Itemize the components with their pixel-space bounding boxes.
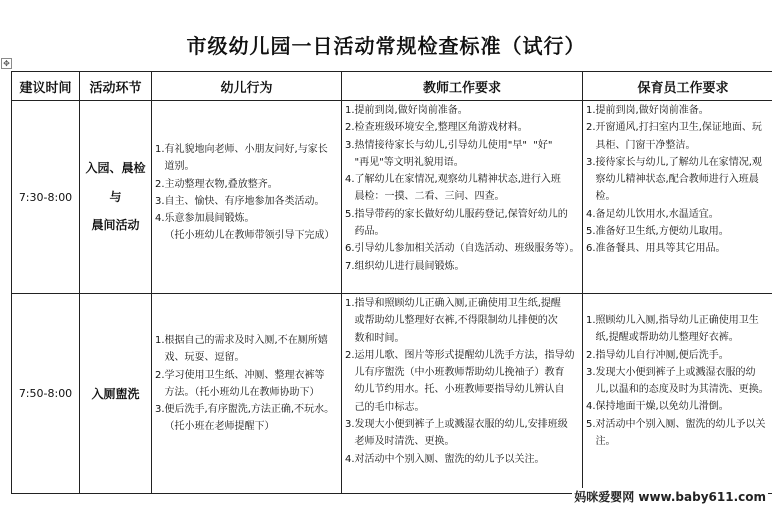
table-move-handle-icon[interactable]: ✥	[1, 58, 12, 69]
activity-link-line: 晨间活动	[91, 218, 140, 232]
header-child-behavior: 幼儿行为	[152, 72, 342, 101]
teacher-requirements-cell	[342, 294, 583, 494]
time-cell: 7:30-8:00	[12, 101, 80, 294]
activity-link-cell	[80, 101, 152, 294]
staff-requirements-cell	[583, 101, 772, 294]
teacher-requirements-cell	[342, 101, 583, 294]
document-title: 市级幼儿园一日活动常规检查标准（试行）	[186, 34, 586, 58]
child-behavior-cell	[152, 294, 342, 494]
staff-requirements-text: 1.提前到岗,做好岗前准备。 2.开窗通风,打扫室内卫生,保证地面、玩 具柜、门窗干净整洁。 3.接待家长与幼儿,了解幼儿在家情况,观 察幼儿精神状态,配合教师进行入班晨 检。 4.备足幼儿饮用水,水温适宜。 5.准备好卫生纸,方便幼儿取用。 6.准备餐具、用具等其它用品。	[586, 105, 762, 255]
header-activity-link: 活动环节	[80, 72, 152, 101]
header-suggested-time: 建议时间	[12, 72, 80, 101]
table-row	[12, 101, 772, 294]
activity-link-cell	[80, 294, 152, 494]
child-behavior-text: 1.根据自己的需求及时入厕,不在厕所嬉 戏、玩耍、逗留。 2.学习使用卫生纸、冲厕、整理衣裤等 方法。（托小班幼儿在教师协助下） 3.便后洗手,有序盥洗,方法正确,不玩水。 （托小班在老师提醒下）	[155, 335, 335, 433]
child-behavior-text: 1.有礼貌地向老师、小朋友问好,与家长 道别。 2.主动整理衣物,叠放整齐。 3.自主、愉快、有序地参加各类活动。 4.乐意参加晨间锻炼。 （托小班幼儿在教师带领引导下完成）	[155, 144, 335, 242]
child-behavior-cell	[152, 101, 342, 294]
table-header-row	[12, 72, 772, 101]
table-row	[12, 294, 772, 494]
header-teacher-requirements: 教师工作要求	[342, 72, 583, 101]
staff-requirements-text: 1.照顾幼儿入厕,指导幼儿正确使用卫生 纸,提醒或帮助幼儿整理好衣裤。 2.指导幼儿自行冲厕,便后洗手。 3.发现大小便到裤子上或溅湿衣服的幼 儿,以温和的态度及时为其清洗、更换。 4.保持地面干燥,以免幼儿滑倒。 5.对活动中个别入厕、盥洗的幼儿予以关 注。	[586, 315, 769, 448]
teacher-requirements-text: 1.指导和照顾幼儿正确入厕,正确使用卫生纸,提醒 或帮助幼儿整理好衣裤,不得限制幼儿排便的次 数和时间。 2.运用儿歌、图片等形式提醒幼儿洗手方法，指导幼 儿有序盥洗（中小班教师帮助幼儿挽袖子）教育 幼儿节约用水。托、小班教师要指导幼儿辨认自 己的毛巾标志。 3.发现大小便到裤子上或溅湿衣服的幼儿,安排班级 老师及时清洗、更换。 4.对活动中个别入厕、盥洗的幼儿予以关注。	[345, 298, 575, 465]
staff-requirements-cell	[583, 294, 772, 494]
time-cell: 7:50-8:00	[12, 294, 80, 494]
activity-link-line: 与	[109, 190, 122, 204]
teacher-requirements-text: 1.提前到岗,做好岗前准备。 2.检查班级环境安全,整理区角游戏材料。 3.热情接待家长与幼儿,引导幼儿使用"早" "好" "再见"等文明礼貌用语。 4.了解幼儿在家情况,观察幼儿精神状态,进行入班 晨检：一摸、二看、三问、四查。 5.指导带药的家长做好幼儿服药登记,保管好幼儿的 药品。 6.引导幼儿参加相关活动（自选活动、班级服务等）。 7.组织幼儿进行晨间锻炼。	[345, 105, 580, 272]
header-staff-requirements: 保育员工作要求	[583, 72, 772, 101]
standards-table	[11, 71, 772, 494]
site-watermark: 妈咪爱婴网 www.baby611.com	[574, 490, 766, 504]
activity-link-line: 入厕盥洗	[91, 387, 140, 401]
activity-link-line: 入园、晨检	[85, 161, 146, 175]
